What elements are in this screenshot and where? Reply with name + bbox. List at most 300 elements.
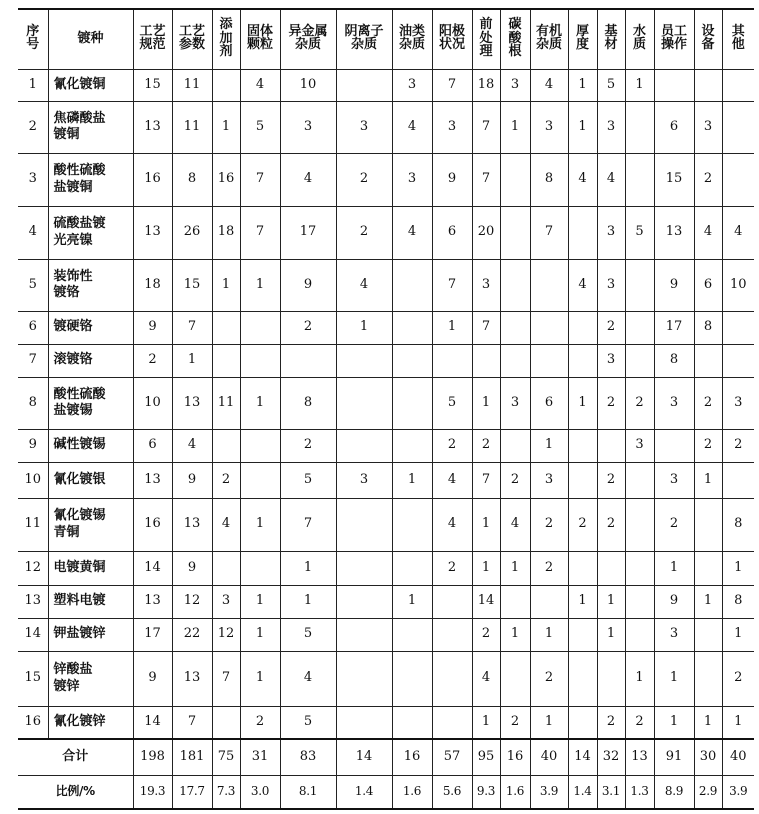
- cell-solid-particles: [240, 551, 280, 585]
- cell-anion: [336, 69, 392, 101]
- cell-anode: [432, 585, 472, 618]
- cell-oil: [392, 498, 432, 551]
- cell-process-param: 9: [172, 551, 212, 585]
- cell-carbonate: [500, 651, 530, 706]
- row-plating-type: 碱性镀锡: [48, 429, 133, 462]
- cell-oil: 1: [392, 462, 432, 498]
- row-plating-type: 焦磷酸盐 镀铜: [48, 101, 133, 153]
- cell-foreign-metal: 1: [280, 585, 336, 618]
- cell-anion: 4: [336, 259, 392, 311]
- cell-organic: [530, 344, 568, 377]
- table-row: [18, 101, 754, 153]
- cell-foreign-metal: [280, 344, 336, 377]
- cell-operator: 3: [654, 618, 694, 651]
- cell-oil: [392, 377, 432, 429]
- cell-additive: 12: [212, 618, 240, 651]
- cell-anode: 9: [432, 153, 472, 206]
- cell-anion: [336, 344, 392, 377]
- cell-operator: 1: [654, 651, 694, 706]
- cell-carbonate: [500, 311, 530, 344]
- cell-additive: [212, 706, 240, 739]
- cell-additive: 16: [212, 153, 240, 206]
- cell-oil: 4: [392, 206, 432, 259]
- cell-process-spec: 13: [133, 462, 172, 498]
- header-equipment: 设备: [694, 9, 722, 69]
- cell-operator: 15: [654, 153, 694, 206]
- cell-substrate: 3: [597, 206, 625, 259]
- cell-carbonate: [500, 344, 530, 377]
- cell-anion: 2: [336, 153, 392, 206]
- cell-pretreatment: [472, 344, 500, 377]
- cell-process-param: 4: [172, 429, 212, 462]
- cell-operator: [654, 69, 694, 101]
- cell-substrate: 1: [597, 585, 625, 618]
- table-row: [18, 462, 754, 498]
- cell-process-spec: 2: [133, 344, 172, 377]
- total-row-cell-water: 13: [625, 739, 654, 775]
- cell-oil: [392, 311, 432, 344]
- cell-other: [722, 101, 754, 153]
- cell-anode: 7: [432, 259, 472, 311]
- cell-foreign-metal: 4: [280, 153, 336, 206]
- cell-other: 10: [722, 259, 754, 311]
- cell-organic: 3: [530, 101, 568, 153]
- header-carbonate: 碳酸根: [500, 9, 530, 69]
- header-anode: 阳极状况: [432, 9, 472, 69]
- cell-substrate: 4: [597, 153, 625, 206]
- cell-carbonate: [500, 206, 530, 259]
- cell-operator: 13: [654, 206, 694, 259]
- ratio-row-cell-foreign-metal: 8.1: [280, 775, 336, 809]
- cell-anion: [336, 551, 392, 585]
- cell-organic: 4: [530, 69, 568, 101]
- cell-process-param: 26: [172, 206, 212, 259]
- cell-additive: [212, 551, 240, 585]
- cell-water: [625, 153, 654, 206]
- cell-additive: [212, 311, 240, 344]
- cell-solid-particles: [240, 311, 280, 344]
- cell-solid-particles: [240, 344, 280, 377]
- row-seq: 12: [18, 551, 48, 585]
- cell-process-spec: 9: [133, 311, 172, 344]
- ratio-row-cell-solid-particles: 3.0: [240, 775, 280, 809]
- cell-water: 1: [625, 651, 654, 706]
- row-seq: 7: [18, 344, 48, 377]
- cell-oil: [392, 429, 432, 462]
- total-row-cell-process-spec: 198: [133, 739, 172, 775]
- header-seq: 序号: [18, 9, 48, 69]
- cell-operator: 3: [654, 462, 694, 498]
- cell-carbonate: [500, 153, 530, 206]
- cell-substrate: [597, 429, 625, 462]
- cell-solid-particles: 1: [240, 618, 280, 651]
- cell-process-spec: 13: [133, 206, 172, 259]
- cell-organic: 2: [530, 498, 568, 551]
- header-type: 镀种: [48, 9, 133, 69]
- cell-substrate: 2: [597, 462, 625, 498]
- header-thickness: 厚度: [568, 9, 597, 69]
- cell-pretreatment: 14: [472, 585, 500, 618]
- cell-other: [722, 462, 754, 498]
- cell-process-spec: 17: [133, 618, 172, 651]
- ratio-row-label: 比例/%: [18, 775, 133, 809]
- ratio-row-cell-organic: 3.9: [530, 775, 568, 809]
- total-row-cell-anode: 57: [432, 739, 472, 775]
- total-row-cell-solid-particles: 31: [240, 739, 280, 775]
- ratio-row-cell-operator: 8.9: [654, 775, 694, 809]
- header-foreign-metal: 异金属杂质: [280, 9, 336, 69]
- cell-organic: 6: [530, 377, 568, 429]
- cell-anode: 1: [432, 311, 472, 344]
- cell-carbonate: 1: [500, 618, 530, 651]
- cell-anion: [336, 429, 392, 462]
- row-seq: 15: [18, 651, 48, 706]
- cell-process-param: 9: [172, 462, 212, 498]
- cell-water: 2: [625, 377, 654, 429]
- cell-thickness: 2: [568, 498, 597, 551]
- cell-anion: [336, 651, 392, 706]
- header-water: 水质: [625, 9, 654, 69]
- cell-foreign-metal: 1: [280, 551, 336, 585]
- cell-other: 3: [722, 377, 754, 429]
- cell-water: [625, 618, 654, 651]
- cell-pretreatment: 7: [472, 462, 500, 498]
- ratio-row-cell-anion: 1.4: [336, 775, 392, 809]
- cell-anion: 2: [336, 206, 392, 259]
- row-plating-type: 钾盐镀锌: [48, 618, 133, 651]
- row-seq: 3: [18, 153, 48, 206]
- cell-oil: 3: [392, 69, 432, 101]
- cell-operator: 3: [654, 377, 694, 429]
- cell-anion: [336, 618, 392, 651]
- cell-equipment: 6: [694, 259, 722, 311]
- total-row-cell-carbonate: 16: [500, 739, 530, 775]
- row-seq: 5: [18, 259, 48, 311]
- cell-equipment: 2: [694, 153, 722, 206]
- ratio-row-cell-pretreatment: 9.3: [472, 775, 500, 809]
- cell-anion: 1: [336, 311, 392, 344]
- header-anion: 阴离子杂质: [336, 9, 392, 69]
- cell-thickness: [568, 311, 597, 344]
- cell-anion: 3: [336, 462, 392, 498]
- cell-additive: 1: [212, 259, 240, 311]
- row-plating-type: 电镀黄铜: [48, 551, 133, 585]
- row-seq: 9: [18, 429, 48, 462]
- cell-organic: [530, 311, 568, 344]
- row-plating-type: 酸性硫酸 盐镀铜: [48, 153, 133, 206]
- cell-solid-particles: 1: [240, 651, 280, 706]
- total-row: [18, 739, 754, 775]
- cell-thickness: 1: [568, 69, 597, 101]
- table-row: [18, 311, 754, 344]
- header-process-spec: 工艺规范: [133, 9, 172, 69]
- total-row-cell-process-param: 181: [172, 739, 212, 775]
- cell-other: 2: [722, 429, 754, 462]
- cell-water: [625, 585, 654, 618]
- cell-process-param: 8: [172, 153, 212, 206]
- cell-anion: [336, 706, 392, 739]
- cell-foreign-metal: 4: [280, 651, 336, 706]
- cell-process-param: 22: [172, 618, 212, 651]
- cell-carbonate: 2: [500, 706, 530, 739]
- header-organic: 有机杂质: [530, 9, 568, 69]
- cell-other: 1: [722, 706, 754, 739]
- cell-other: 8: [722, 498, 754, 551]
- cell-foreign-metal: 17: [280, 206, 336, 259]
- cell-additive: 1: [212, 101, 240, 153]
- cell-process-param: 11: [172, 69, 212, 101]
- total-row-cell-oil: 16: [392, 739, 432, 775]
- ratio-row-cell-substrate: 3.1: [597, 775, 625, 809]
- cell-foreign-metal: 8: [280, 377, 336, 429]
- cell-other: 2: [722, 651, 754, 706]
- cell-process-param: 7: [172, 706, 212, 739]
- cell-organic: 1: [530, 429, 568, 462]
- cell-pretreatment: 18: [472, 69, 500, 101]
- row-seq: 2: [18, 101, 48, 153]
- cell-process-param: 13: [172, 377, 212, 429]
- cell-solid-particles: 7: [240, 206, 280, 259]
- cell-thickness: [568, 462, 597, 498]
- header-process-param: 工艺参数: [172, 9, 212, 69]
- cell-operator: 1: [654, 706, 694, 739]
- cell-carbonate: 2: [500, 462, 530, 498]
- cell-anode: 6: [432, 206, 472, 259]
- cell-anode: [432, 651, 472, 706]
- cell-process-spec: 15: [133, 69, 172, 101]
- table-row: [18, 706, 754, 739]
- cell-organic: 1: [530, 706, 568, 739]
- ratio-row-cell-additive: 7.3: [212, 775, 240, 809]
- row-plating-type: 镀硬铬: [48, 311, 133, 344]
- cell-equipment: 4: [694, 206, 722, 259]
- row-plating-type: 锌酸盐 镀锌: [48, 651, 133, 706]
- cell-anode: [432, 618, 472, 651]
- cell-pretreatment: 7: [472, 311, 500, 344]
- header-operator: 员工操作: [654, 9, 694, 69]
- total-row-cell-anion: 14: [336, 739, 392, 775]
- table-row: [18, 585, 754, 618]
- cell-additive: [212, 344, 240, 377]
- cell-equipment: 1: [694, 462, 722, 498]
- table-row: [18, 498, 754, 551]
- cell-foreign-metal: 2: [280, 429, 336, 462]
- header-substrate: 基材: [597, 9, 625, 69]
- total-row-cell-thickness: 14: [568, 739, 597, 775]
- ratio-row: [18, 775, 754, 809]
- cell-substrate: 3: [597, 101, 625, 153]
- cell-process-param: 13: [172, 651, 212, 706]
- cell-operator: 9: [654, 585, 694, 618]
- total-row-cell-equipment: 30: [694, 739, 722, 775]
- cell-water: 2: [625, 706, 654, 739]
- cell-oil: [392, 706, 432, 739]
- cell-operator: [654, 429, 694, 462]
- header-additive: 添加剂: [212, 9, 240, 69]
- total-row-cell-substrate: 32: [597, 739, 625, 775]
- header-other: 其他: [722, 9, 754, 69]
- cell-thickness: 4: [568, 153, 597, 206]
- cell-other: 8: [722, 585, 754, 618]
- cell-foreign-metal: 7: [280, 498, 336, 551]
- cell-process-spec: 14: [133, 706, 172, 739]
- cell-pretreatment: 7: [472, 153, 500, 206]
- cell-anode: 4: [432, 462, 472, 498]
- cell-operator: 6: [654, 101, 694, 153]
- cell-anode: 4: [432, 498, 472, 551]
- total-row-cell-pretreatment: 95: [472, 739, 500, 775]
- cell-solid-particles: 1: [240, 585, 280, 618]
- cell-anion: [336, 585, 392, 618]
- cell-additive: 18: [212, 206, 240, 259]
- total-row-cell-operator: 91: [654, 739, 694, 775]
- row-plating-type: 塑料电镀: [48, 585, 133, 618]
- plating-fault-statistics-table: [18, 8, 754, 810]
- cell-solid-particles: 4: [240, 69, 280, 101]
- cell-anode: [432, 344, 472, 377]
- cell-substrate: 2: [597, 498, 625, 551]
- cell-solid-particles: [240, 462, 280, 498]
- cell-oil: 1: [392, 585, 432, 618]
- row-seq: 4: [18, 206, 48, 259]
- cell-pretreatment: 2: [472, 429, 500, 462]
- cell-solid-particles: [240, 429, 280, 462]
- total-row-cell-foreign-metal: 83: [280, 739, 336, 775]
- cell-solid-particles: 7: [240, 153, 280, 206]
- cell-additive: [212, 429, 240, 462]
- cell-pretreatment: 2: [472, 618, 500, 651]
- cell-foreign-metal: 9: [280, 259, 336, 311]
- cell-organic: 3: [530, 462, 568, 498]
- row-plating-type: 氰化镀铜: [48, 69, 133, 101]
- cell-other: [722, 344, 754, 377]
- cell-substrate: 5: [597, 69, 625, 101]
- cell-additive: 2: [212, 462, 240, 498]
- row-seq: 14: [18, 618, 48, 651]
- cell-oil: [392, 618, 432, 651]
- cell-equipment: 2: [694, 377, 722, 429]
- cell-thickness: 1: [568, 101, 597, 153]
- cell-additive: [212, 69, 240, 101]
- cell-equipment: [694, 344, 722, 377]
- table-row: [18, 429, 754, 462]
- total-row-label: 合计: [18, 739, 133, 775]
- cell-organic: 8: [530, 153, 568, 206]
- cell-oil: 4: [392, 101, 432, 153]
- cell-thickness: 1: [568, 377, 597, 429]
- cell-anode: 5: [432, 377, 472, 429]
- cell-oil: [392, 344, 432, 377]
- cell-process-spec: 9: [133, 651, 172, 706]
- cell-operator: 17: [654, 311, 694, 344]
- cell-process-spec: 10: [133, 377, 172, 429]
- cell-solid-particles: 2: [240, 706, 280, 739]
- row-plating-type: 装饰性 镀铬: [48, 259, 133, 311]
- cell-water: 5: [625, 206, 654, 259]
- cell-pretreatment: 7: [472, 101, 500, 153]
- cell-other: 4: [722, 206, 754, 259]
- row-plating-type: 酸性硫酸 盐镀锡: [48, 377, 133, 429]
- cell-thickness: [568, 206, 597, 259]
- cell-water: [625, 344, 654, 377]
- cell-pretreatment: 1: [472, 498, 500, 551]
- ratio-row-cell-carbonate: 1.6: [500, 775, 530, 809]
- cell-organic: 2: [530, 551, 568, 585]
- total-row-cell-organic: 40: [530, 739, 568, 775]
- ratio-row-cell-oil: 1.6: [392, 775, 432, 809]
- cell-organic: 7: [530, 206, 568, 259]
- cell-solid-particles: 5: [240, 101, 280, 153]
- cell-thickness: [568, 429, 597, 462]
- cell-oil: 3: [392, 153, 432, 206]
- cell-thickness: [568, 551, 597, 585]
- cell-equipment: [694, 651, 722, 706]
- cell-substrate: 1: [597, 618, 625, 651]
- cell-equipment: [694, 618, 722, 651]
- table-row: [18, 344, 754, 377]
- cell-anode: 3: [432, 101, 472, 153]
- table-row: [18, 206, 754, 259]
- cell-oil: [392, 551, 432, 585]
- cell-foreign-metal: 2: [280, 311, 336, 344]
- ratio-row-cell-water: 1.3: [625, 775, 654, 809]
- table-row: [18, 377, 754, 429]
- cell-anode: [432, 706, 472, 739]
- cell-carbonate: [500, 429, 530, 462]
- cell-pretreatment: 1: [472, 551, 500, 585]
- cell-process-param: 7: [172, 311, 212, 344]
- cell-operator: 1: [654, 551, 694, 585]
- cell-substrate: [597, 651, 625, 706]
- header-row: [18, 9, 754, 69]
- cell-solid-particles: 1: [240, 498, 280, 551]
- cell-process-spec: 16: [133, 498, 172, 551]
- cell-other: [722, 153, 754, 206]
- cell-carbonate: 3: [500, 69, 530, 101]
- row-seq: 6: [18, 311, 48, 344]
- cell-foreign-metal: 5: [280, 706, 336, 739]
- cell-process-spec: 18: [133, 259, 172, 311]
- cell-foreign-metal: 5: [280, 462, 336, 498]
- cell-water: 1: [625, 69, 654, 101]
- table-body: [18, 69, 754, 809]
- cell-substrate: 3: [597, 344, 625, 377]
- cell-carbonate: [500, 259, 530, 311]
- cell-thickness: [568, 344, 597, 377]
- table-row: [18, 259, 754, 311]
- row-plating-type: 氰化镀锌: [48, 706, 133, 739]
- cell-carbonate: 1: [500, 101, 530, 153]
- cell-process-spec: 16: [133, 153, 172, 206]
- cell-pretreatment: 3: [472, 259, 500, 311]
- cell-other: 1: [722, 618, 754, 651]
- cell-anion: 3: [336, 101, 392, 153]
- cell-equipment: 1: [694, 706, 722, 739]
- cell-process-param: 13: [172, 498, 212, 551]
- row-seq: 8: [18, 377, 48, 429]
- cell-substrate: 3: [597, 259, 625, 311]
- cell-oil: [392, 259, 432, 311]
- cell-equipment: 8: [694, 311, 722, 344]
- cell-pretreatment: 20: [472, 206, 500, 259]
- cell-solid-particles: 1: [240, 377, 280, 429]
- row-seq: 1: [18, 69, 48, 101]
- cell-foreign-metal: 3: [280, 101, 336, 153]
- row-seq: 11: [18, 498, 48, 551]
- cell-substrate: 2: [597, 311, 625, 344]
- table-row: [18, 153, 754, 206]
- cell-additive: 11: [212, 377, 240, 429]
